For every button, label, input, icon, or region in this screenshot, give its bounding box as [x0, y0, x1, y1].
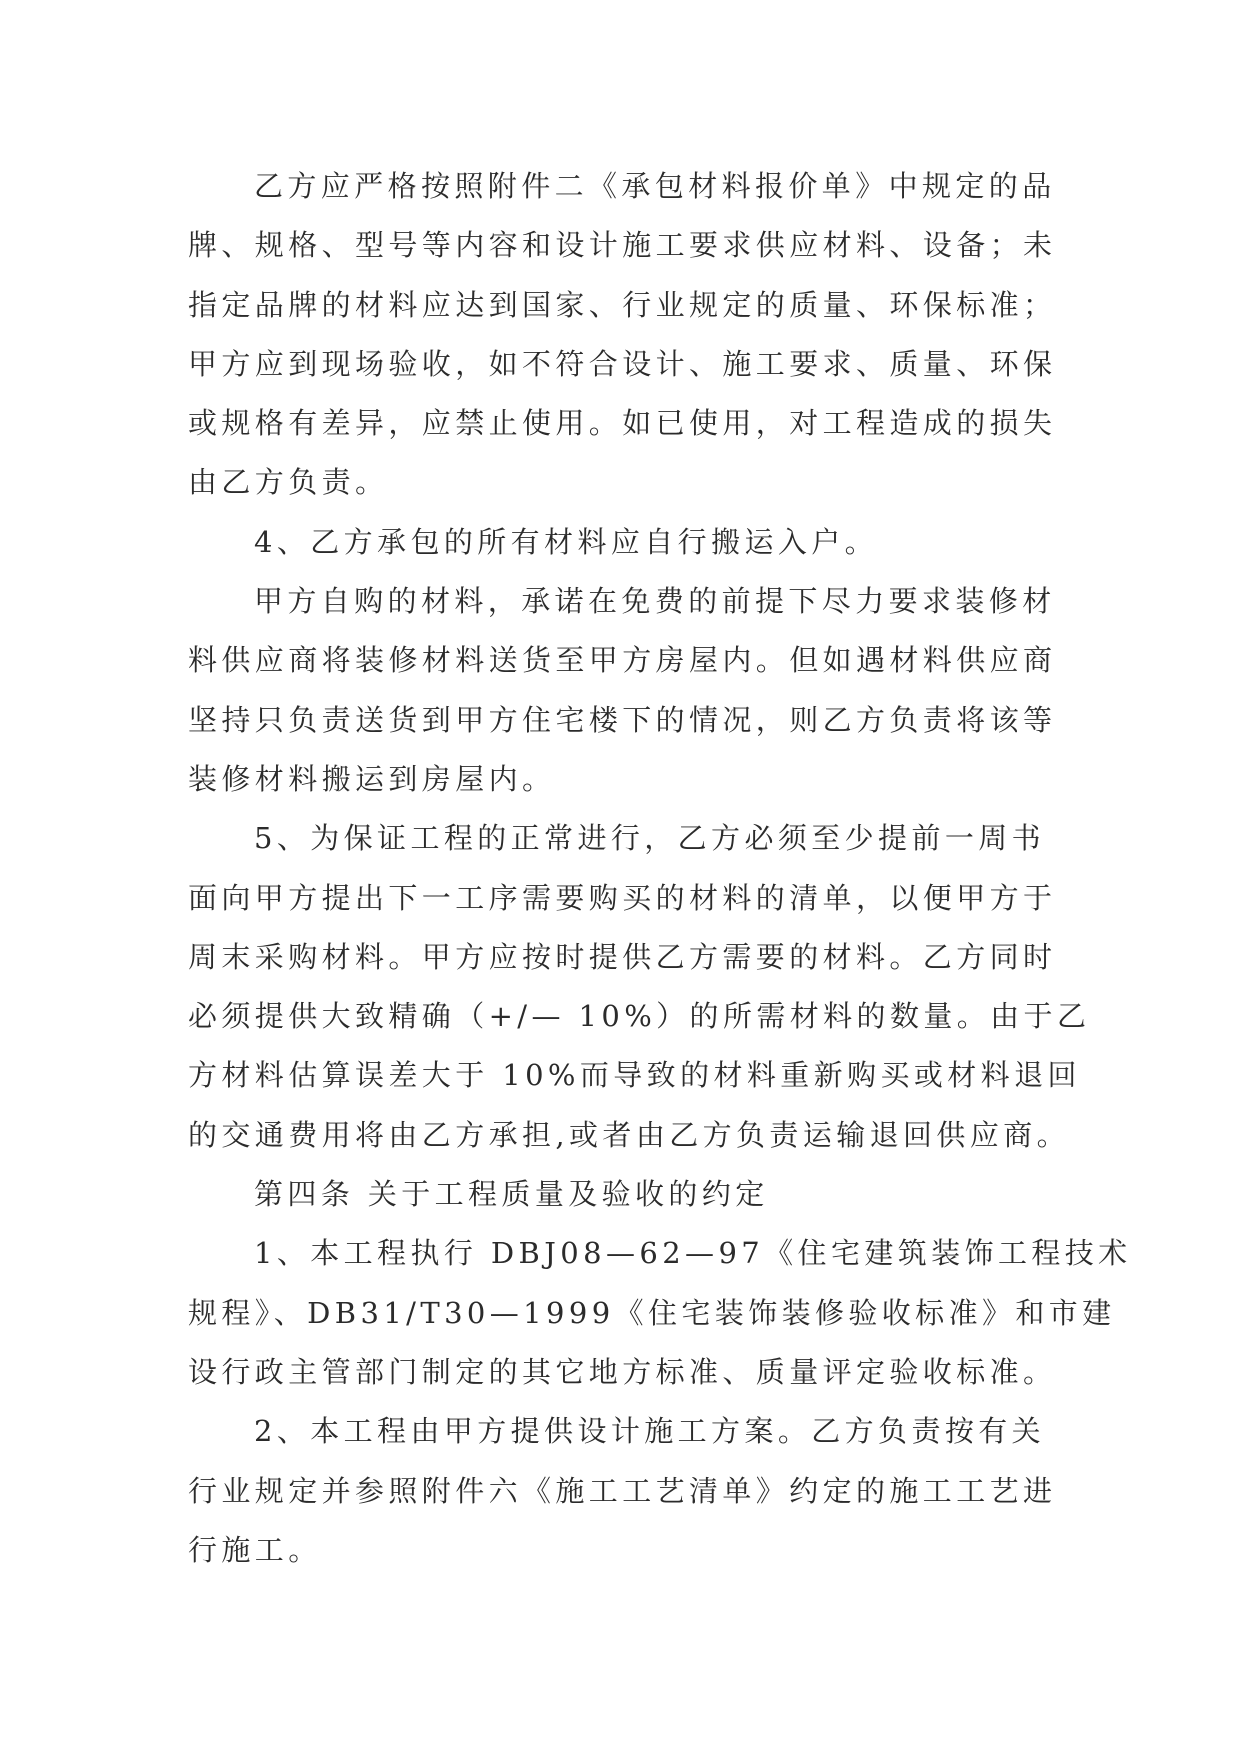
- section-heading-article-4: [188, 1165, 1056, 1224]
- text-line: 行施工。: [188, 1532, 322, 1567]
- text-line: 的交通费用将由乙方承担,或者由乙方负责运输退回供应商。: [188, 1117, 1071, 1152]
- text-line: 5、为保证工程的正常进行，乙方必须至少提前一周书: [254, 821, 1046, 856]
- text-line: 设行政主管部门制定的其它地方标准、质量评定验收标准。: [188, 1354, 1057, 1389]
- paragraph-self-purchased-materials: [188, 572, 1056, 809]
- text-line: 料供应商将装修材料送货至甲方房屋内。但如遇材料供应商: [188, 643, 1057, 678]
- text-line: 行业规定并参照附件六《施工工艺清单》约定的施工工艺进: [188, 1473, 1057, 1508]
- text-line: 甲方自购的材料，承诺在免费的前提下尽力要求装修材: [254, 584, 1056, 619]
- text-line: 乙方应严格按照附件二《承包材料报价单》中规定的品: [254, 169, 1056, 203]
- paragraph-article-4-item-2: [188, 1402, 1056, 1580]
- paragraph-material-supply: [188, 157, 1056, 513]
- text-line: 指定品牌的材料应达到国家、行业规定的质量、环保标准；: [188, 287, 1057, 322]
- text-line: 牌、规格、型号等内容和设计施工要求供应材料、设备；未: [188, 228, 1057, 263]
- text-line: 甲方应到现场验收，如不符合设计、施工要求、质量、环保: [188, 346, 1057, 381]
- text-line: 周末采购材料。甲方应按时提供乙方需要的材料。乙方同时: [188, 939, 1057, 974]
- text-line: 必须提供大致精确（+/— 10%）的所需材料的数量。由于乙: [188, 999, 1091, 1034]
- paragraph-item-4: [188, 513, 1056, 572]
- text-line: 规程》、DB31/T30—1999《住宅装饰装修验收标准》和市建: [188, 1295, 1116, 1330]
- text-line: 坚持只负责送货到甲方住宅楼下的情况，则乙方负责将该等: [188, 702, 1057, 737]
- text-line: 2、本工程由甲方提供设计施工方案。乙方负责按有关: [254, 1414, 1046, 1449]
- text-line: 或规格有差异，应禁止使用。如已使用，对工程造成的损失: [188, 406, 1057, 441]
- text-line: 1、本工程执行 DBJ08—62—97《住宅建筑装饰工程技术: [254, 1236, 1132, 1271]
- document-body: [188, 157, 1132, 1580]
- paragraph-article-4-item-1: [188, 1224, 1132, 1402]
- text-line: 面向甲方提出下一工序需要购买的材料的清单，以便甲方于: [188, 880, 1057, 915]
- text-line: 装修材料搬运到房屋内。: [188, 761, 556, 796]
- text-line: 由乙方负责。: [188, 465, 389, 500]
- text-line: 方材料估算误差大于 10%而导致的材料重新购买或材料退回: [188, 1058, 1081, 1093]
- paragraph-item-5: [188, 809, 1091, 1165]
- section-heading: 第四条 关于工程质量及验收的约定: [254, 1177, 769, 1212]
- text-line: 4、乙方承包的所有材料应自行搬运入户。: [254, 524, 879, 559]
